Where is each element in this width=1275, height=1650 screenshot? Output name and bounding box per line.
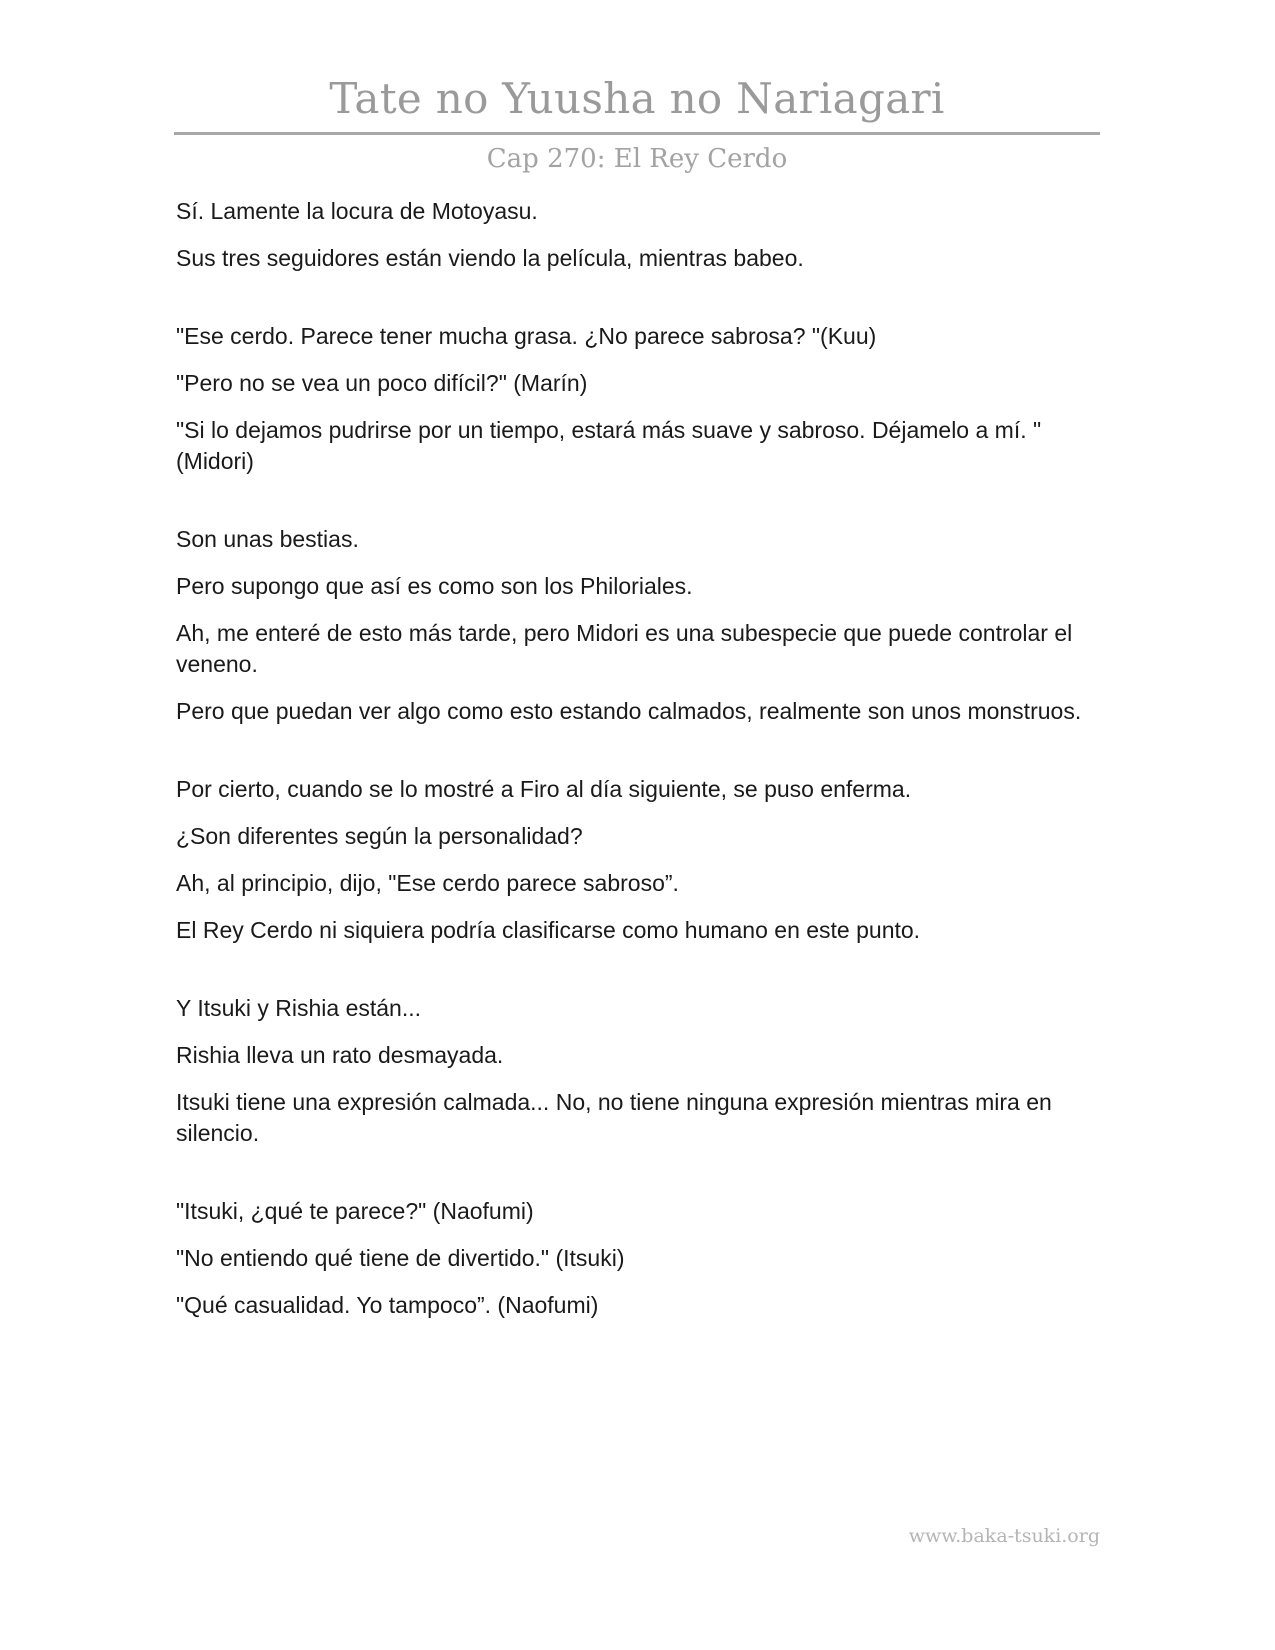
paragraph: Itsuki tiene una expresión calmada... No, no tiene ninguna expresión mientras mira en silencio. — [176, 1089, 1052, 1146]
document-title: Tate no Yuusha no Nariagari — [329, 74, 945, 123]
paragraph: "Itsuki, ¿qué te parece?" (Naofumi) — [176, 1198, 534, 1224]
paragraph: "Qué casualidad. Yo tampoco”. (Naofumi) — [176, 1292, 599, 1318]
footer-website-link[interactable]: www.baka-tsuki.org — [908, 1525, 1100, 1547]
paragraph: Sí. Lamente la locura de Motoyasu. — [176, 198, 538, 224]
paragraph: Y Itsuki y Rishia están... — [176, 995, 422, 1021]
paragraph: Ah, al principio, dijo, "Ese cerdo parece sabroso”. — [176, 870, 679, 896]
paragraph: "Ese cerdo. Parece tener mucha grasa. ¿No parece sabrosa? "(Kuu) — [176, 323, 877, 349]
paragraph: Ah, me enteré de esto más tarde, pero Midori es una subespecie que puede controlar el veneno. — [176, 620, 1073, 677]
title-underline — [174, 132, 1100, 135]
paragraph: Pero supongo que así es como son los Philoriales. — [176, 573, 693, 599]
paragraph: Sus tres seguidores están viendo la película, mientras babeo. — [176, 245, 804, 271]
chapter-body — [176, 196, 1106, 1337]
paragraph: "Si lo dejamos pudrirse por un tiempo, estará más suave y sabroso. Déjamelo a mí. "(Midori) — [176, 417, 1042, 474]
paragraph: Por cierto, cuando se lo mostré a Firo al día siguiente, se puso enferma. — [176, 776, 912, 802]
paragraph: El Rey Cerdo ni siquiera podría clasificarse como humano en este punto. — [176, 917, 921, 943]
paragraph: Pero que puedan ver algo como esto estando calmados, realmente son unos monstruos. — [176, 698, 1082, 724]
chapter-subtitle: Cap 270: El Rey Cerdo — [486, 144, 788, 174]
paragraph: Son unas bestias. — [176, 526, 359, 552]
paragraph: Rishia lleva un rato desmayada. — [176, 1042, 504, 1068]
paragraph: ¿Son diferentes según la personalidad? — [176, 823, 583, 849]
paragraph: "No entiendo qué tiene de divertido." (Itsuki) — [176, 1245, 625, 1271]
paragraph: "Pero no se vea un poco difícil?" (Marín) — [176, 370, 588, 396]
page-header — [174, 70, 1100, 177]
